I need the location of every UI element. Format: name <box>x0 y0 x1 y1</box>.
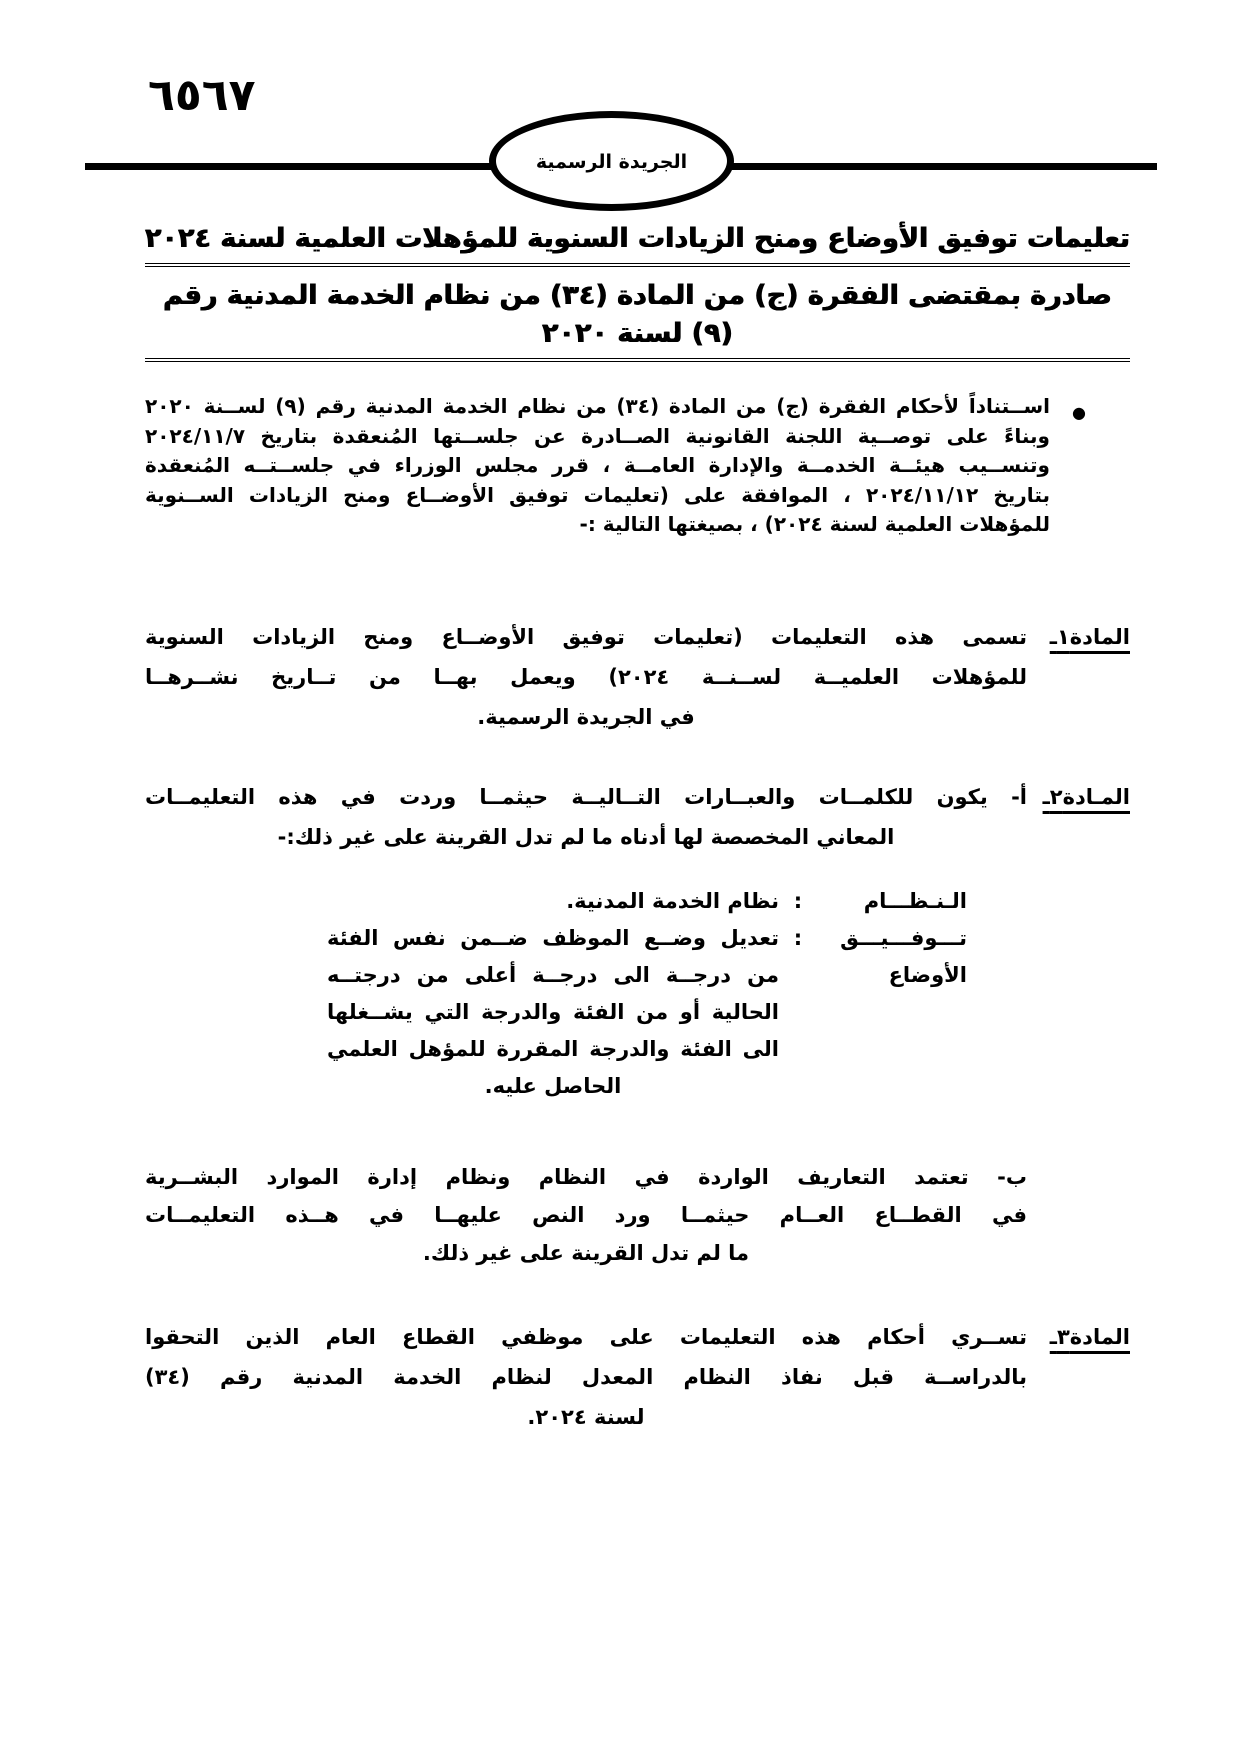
clause-b-line: ما لم تدل القرينة على غير ذلك. <box>422 1240 750 1265</box>
document-subtitle-row <box>145 277 1130 362</box>
definition-colon: : <box>793 925 803 950</box>
document-subtitle: صادرة بمقتضى الفقرة (ج) من المادة (٣٤) من نظام الخدمة المدنية رقم (٩) لسنة ٢٠٢٠ <box>145 277 1130 362</box>
definition-text-line: الحالية أو من الفئة والدرجة التي يشــغلها <box>327 999 779 1024</box>
definition-colon: : <box>793 888 803 913</box>
clause-b-paragraph <box>145 1158 1027 1272</box>
article-1-label <box>1027 617 1130 737</box>
article-3-line: تســري أحكام هذه التعليمات على موظفي القطاع العام الذين التحقوا <box>145 1324 1027 1349</box>
preamble-line: للمؤهلات العلمية لسنة ٢٠٢٤) ، بصيغتها التالية :- <box>579 512 1050 536</box>
article-2-intro-line: المعاني المخصصة لها أدناه ما لم تدل القرينة على غير ذلك:- <box>277 824 895 849</box>
article-3 <box>145 1317 1130 1437</box>
clause-b-line: ب- تعتمد التعاريف الواردة في النظام ونظام إدارة الموارد البشــرية <box>145 1164 1027 1189</box>
document-title: تعليمات توفيق الأوضاع ومنح الزيادات السنوية للمؤهلات العلمية لسنة ٢٠٢٤ <box>145 220 1130 267</box>
bullet-glyph: ● <box>1072 403 1086 422</box>
preamble-line: بتاريخ ٢٠٢٤/١١/١٢ ، الموافقة على (تعليمات توفيق الأوضــاع ومنح الزيادات الســنوية <box>145 482 1050 507</box>
definition-row <box>327 883 967 920</box>
article-2-label <box>1027 777 1130 1272</box>
article-2-intro-line: أ- يكون للكلمــات والعبــارات التــاليــة حيثمــا وردت في هذه التعليمــات <box>145 784 1027 809</box>
preamble-line: وبناءً على توصــية اللجنة القانونية الصــادرة عن جلســتها المُنعقدة بتاريخ ٢٠٢٤/١١/٧ <box>145 423 1050 448</box>
definition-text-line: الى الفئة والدرجة المقررة للمؤهل العلمي <box>327 1036 779 1061</box>
bullet-icon <box>1050 392 1130 540</box>
definition-text <box>327 883 779 920</box>
definition-term-line: الأوضاع <box>888 962 967 987</box>
article-2-body <box>145 777 1027 1272</box>
definition-term-line: تـــوفـــيـــق <box>840 925 967 950</box>
gazette-name: الجريدة الرسمية <box>535 151 688 173</box>
definition-row <box>327 920 967 1105</box>
preamble-line: وتنســيب هيئــة الخدمــة والإدارة العامــة ، قرر مجلس الوزراء في جلســتــه المُنعقدة <box>145 453 1050 477</box>
article-3-line: بالدراســة قبل نفاذ النظام المعدل لنظام الخدمة المدنية رقم (٣٤) <box>145 1364 1027 1389</box>
article-3-label-text: المادة٣ـ <box>1049 1324 1130 1349</box>
preamble-line: اســتناداً لأحكام الفقرة (ج) من المادة (٣٤) من نظام الخدمة المدنية رقم (٩) لســنة ٢٠٢٠ <box>145 394 1050 418</box>
preamble-paragraph <box>145 392 1130 540</box>
article-1-label-text: المادة١ـ <box>1049 624 1130 649</box>
article-1-line: في الجريدة الرسمية. <box>477 704 695 729</box>
document-title-row <box>145 220 1130 267</box>
gazette-seal-ellipse <box>489 111 734 211</box>
clause-b-line: في القطــاع العــام حيثمــا ورد النص عليهــا في هــذه التعليمــات <box>145 1202 1027 1227</box>
article-1 <box>145 617 1130 737</box>
definition-term <box>817 883 967 920</box>
definition-term <box>817 920 967 994</box>
definition-term-line: الـنـظـــام <box>863 888 967 913</box>
article-3-body <box>145 1317 1027 1437</box>
article-1-line: للمؤهلات العلميــة لســنــة ٢٠٢٤) ويعمل بهــا من تــاريخ نشــرهــا <box>145 664 1027 689</box>
definition-text-line: الحاصل عليه. <box>484 1073 622 1098</box>
preamble-text <box>145 392 1050 540</box>
article-2 <box>145 777 1130 1272</box>
definition-text-line: نظام الخدمة المدنية. <box>566 888 779 913</box>
definition-text <box>327 920 779 1105</box>
definition-text-line: من درجــة الى درجــة أعلى من درجتــه <box>327 962 779 987</box>
title-block <box>145 220 1130 362</box>
page-number: ٦٥٦٧ <box>148 70 256 121</box>
article-2-label-text: المـادة٢ـ <box>1042 784 1130 809</box>
article-1-body <box>145 617 1027 737</box>
article-1-line: تسمى هذه التعليمات (تعليمات توفيق الأوضــاع ومنح الزيادات السنوية <box>145 624 1027 649</box>
article-3-label <box>1027 1317 1130 1437</box>
document-content <box>145 220 1130 1437</box>
article-3-line: لسنة ٢٠٢٤. <box>527 1404 645 1429</box>
definition-text-line: تعديل وضــع الموظف ضــمن نفس الفئة <box>327 925 779 950</box>
definitions-table <box>327 883 967 1105</box>
